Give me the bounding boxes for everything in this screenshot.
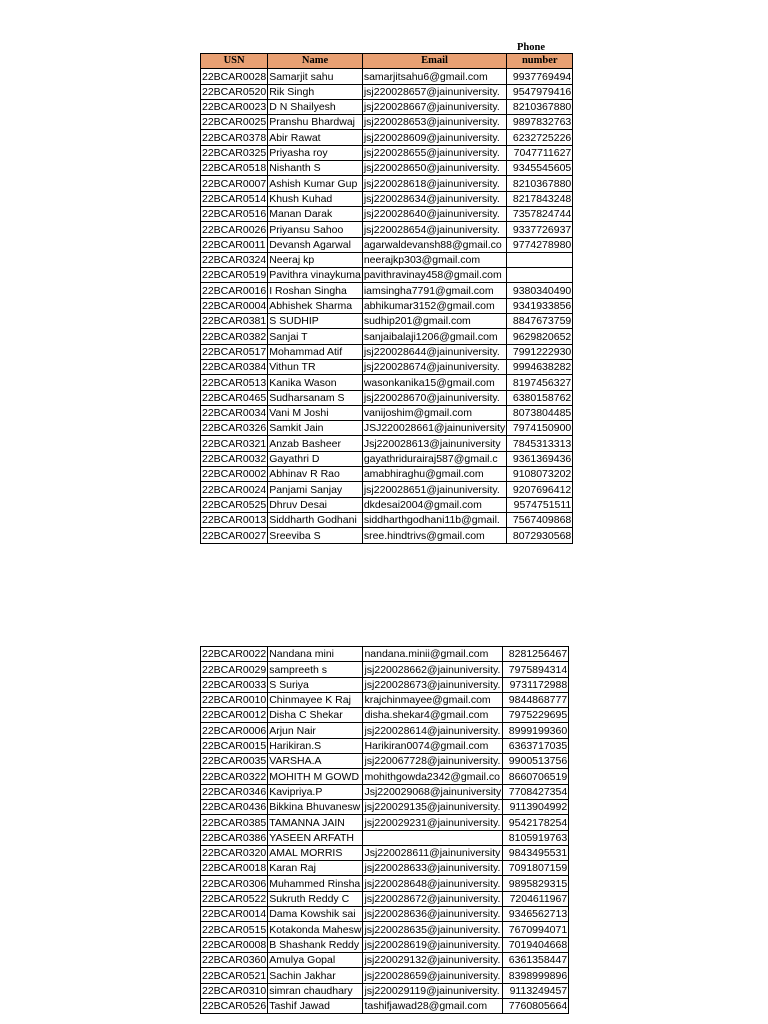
name-cell: D N Shailyesh <box>268 99 363 114</box>
phone-cell: 9346562713 <box>503 907 569 922</box>
table-row <box>201 436 573 451</box>
phone-cell: 8197456327 <box>507 375 573 390</box>
email-header: Email <box>362 54 506 69</box>
phone-cell: 9380340490 <box>507 283 573 298</box>
phone-cell: 6232725226 <box>507 130 573 145</box>
name-cell: Priyasha roy <box>268 145 363 160</box>
table-row <box>201 662 569 677</box>
email-cell: Jsj220029068@jainuniversity <box>364 785 502 798</box>
usn-cell: 22BCAR0381 <box>202 315 267 328</box>
name-header: Name <box>268 54 363 69</box>
table-row <box>201 314 573 329</box>
email-cell: jsj220029231@jainuniversity. <box>363 815 503 830</box>
name-cell: Siddharth Godhani <box>268 512 363 527</box>
name-cell: simran chaudhary <box>268 983 363 998</box>
email-cell: jsj220028659@jainuniversity. <box>363 968 503 983</box>
email-cell: abhikumar3152@gmail.com <box>362 298 506 313</box>
phone-cell: 8073804485 <box>507 405 573 420</box>
usn-cell: 22BCAR0519 <box>202 269 267 282</box>
table-row <box>201 99 573 114</box>
usn-cell: 22BCAR0010 <box>202 694 267 707</box>
phone-cell: 7567409868 <box>507 512 573 527</box>
table-row <box>201 467 573 482</box>
name-cell: Ashish Kumar Gup <box>268 176 363 191</box>
email-cell: Jsj220028611@jainuniversity <box>363 845 503 860</box>
usn-cell: 22BCAR0029 <box>202 663 267 676</box>
email-cell: jsj220028673@jainuniversity. <box>363 677 503 692</box>
name-cell: Manan Darak <box>268 206 363 221</box>
table-row <box>201 451 573 466</box>
email-cell: jsj220028672@jainuniversity. <box>363 891 503 906</box>
table-row <box>201 482 573 497</box>
table-row <box>201 344 573 359</box>
table-row <box>201 421 573 436</box>
table-row <box>201 512 573 527</box>
email-cell: krajchinmayee@gmail.com <box>363 692 503 707</box>
email-cell: amabhiraghu@gmail.com <box>362 467 506 482</box>
table-row <box>201 237 573 252</box>
table-row <box>201 359 573 374</box>
table-row <box>201 830 569 845</box>
table-row <box>201 161 573 176</box>
table-row <box>201 723 569 738</box>
phone-cell: 8847673759 <box>507 314 573 329</box>
email-cell: sree.hindtrivs@gmail.com <box>362 528 506 543</box>
table-row <box>201 907 569 922</box>
name-cell: S SUDHIP <box>268 314 363 329</box>
usn-cell: 22BCAR0015 <box>202 740 267 753</box>
email-cell: jsj220028648@jainuniversity. <box>363 876 503 891</box>
name-cell: Pavithra vinaykuma <box>269 269 361 282</box>
table-row <box>201 390 573 405</box>
email-cell: jsj220028650@jainuniversity. <box>362 161 506 176</box>
phone-cell: 9731172988 <box>503 677 569 692</box>
name-cell: Dhruv Desai <box>268 497 363 512</box>
table-row <box>201 130 573 145</box>
phone-header: number <box>507 54 573 69</box>
phone-cell: 7047711627 <box>507 145 573 160</box>
usn-cell: 22BCAR0382 <box>202 330 267 343</box>
table-row <box>201 784 569 799</box>
email-cell: jsj220028653@jainuniversity. <box>362 115 506 130</box>
phone-cell: 8660706519 <box>503 769 569 784</box>
name-cell: Mohammad Atif <box>268 344 363 359</box>
usn-cell: 22BCAR0360 <box>202 954 267 967</box>
table-row <box>201 692 569 707</box>
phone-cell: 9843495531 <box>503 845 569 860</box>
phone-cell: 8398999896 <box>503 968 569 983</box>
phone-cell: 7019404668 <box>503 937 569 952</box>
name-cell: B Shashank Reddy <box>268 937 363 952</box>
usn-cell: 22BCAR0032 <box>202 453 267 466</box>
phone-cell: 6361358447 <box>503 952 569 967</box>
table-row <box>201 115 573 130</box>
email-cell: gayathridurairaj587@gmail.c <box>362 451 506 466</box>
phone-cell: 6363717035 <box>503 738 569 753</box>
name-cell: TAMANNA JAIN <box>268 815 363 830</box>
email-cell: mohithgowda2342@gmail.co <box>363 769 503 784</box>
table-row <box>201 937 569 952</box>
usn-cell: 22BCAR0514 <box>202 192 267 205</box>
usn-cell: 22BCAR0517 <box>202 345 267 358</box>
table-row <box>201 298 573 313</box>
phone-cell: 9774278980 <box>507 237 573 252</box>
phone-cell: 9900513756 <box>503 754 569 769</box>
email-cell: jsj220028614@jainuniversity. <box>363 723 503 738</box>
email-cell: Harikiran0074@gmail.com <box>363 738 503 753</box>
name-cell: Pranshu Bhardwaj <box>268 115 363 130</box>
name-cell: Bikkina Bhuvanesw <box>268 799 363 814</box>
phone-cell: 8210367880 <box>507 99 573 114</box>
email-cell <box>363 830 503 845</box>
table-row <box>201 769 569 784</box>
student-table-top <box>200 53 573 544</box>
usn-cell: 22BCAR0008 <box>202 938 267 951</box>
email-cell: jsj220067728@jainuniversity. <box>363 754 503 769</box>
name-cell: Nishanth S <box>268 161 363 176</box>
name-cell: Vani M Joshi <box>268 405 363 420</box>
table-row <box>201 191 573 206</box>
usn-cell: 22BCAR0515 <box>202 923 267 936</box>
phone-cell <box>507 268 573 283</box>
email-cell: jsj220029132@jainuniversity. <box>363 952 503 967</box>
name-cell: Karan Raj <box>268 861 363 876</box>
usn-cell: 22BCAR0014 <box>202 908 267 921</box>
phone-cell: 8281256467 <box>503 647 569 662</box>
usn-cell: 22BCAR0022 <box>202 648 267 661</box>
phone-cell: 9361369436 <box>507 451 573 466</box>
usn-cell: 22BCAR0002 <box>202 468 267 481</box>
usn-cell: 22BCAR0321 <box>202 437 267 450</box>
email-cell: jsj220028640@jainuniversity. <box>362 206 506 221</box>
usn-cell: 22BCAR0378 <box>202 131 267 144</box>
usn-cell: 22BCAR0386 <box>202 831 267 844</box>
phone-cell: 7760805664 <box>503 998 569 1013</box>
phone-cell: 9113249457 <box>503 983 569 998</box>
usn-cell: 22BCAR0023 <box>202 101 267 114</box>
usn-cell: 22BCAR0033 <box>202 678 267 691</box>
email-cell: disha.shekar4@gmail.com <box>363 708 503 723</box>
name-cell: AMAL MORRIS <box>268 845 363 860</box>
phone-cell: 9844868777 <box>503 692 569 707</box>
usn-cell: 22BCAR0024 <box>202 483 267 496</box>
email-cell: jsj220028657@jainuniversity. <box>362 84 506 99</box>
phone-cell: 9542178254 <box>503 815 569 830</box>
usn-cell: 22BCAR0310 <box>202 984 267 997</box>
table-row <box>201 647 569 662</box>
name-cell: Nandana mini <box>268 647 363 662</box>
email-cell: pavithravinay458@gmail.com <box>362 268 506 283</box>
name-cell: VARSHA.A <box>268 754 363 769</box>
email-cell: jsj220028609@jainuniversity. <box>362 130 506 145</box>
email-cell: jsj220028667@jainuniversity. <box>362 99 506 114</box>
table-row <box>201 375 573 390</box>
usn-cell: 22BCAR0516 <box>202 208 267 221</box>
usn-cell: 22BCAR0520 <box>202 85 267 98</box>
email-cell: siddharthgodhani11b@gmail. <box>362 512 506 527</box>
name-cell: Kotakonda Mahesw <box>269 923 362 936</box>
usn-cell: 22BCAR0324 <box>202 254 267 267</box>
phone-header-line1: Phone <box>517 42 546 53</box>
name-cell: Vithun TR <box>268 359 363 374</box>
name-cell: Muhammed Rinsha <box>268 876 363 891</box>
phone-cell <box>507 252 573 267</box>
usn-cell: 22BCAR0521 <box>202 969 267 982</box>
email-cell: jsj220028674@jainuniversity. <box>362 359 506 374</box>
email-cell: jsj220028634@jainuniversity. <box>362 191 506 206</box>
name-cell: Kavipriya.P <box>268 784 363 799</box>
phone-cell: 8999199360 <box>503 723 569 738</box>
phone-cell: 7991222930 <box>507 344 573 359</box>
table-row <box>201 283 573 298</box>
usn-cell: 22BCAR0325 <box>202 147 267 160</box>
name-cell: Khush Kuhad <box>268 191 363 206</box>
table-row <box>201 983 569 998</box>
usn-cell: 22BCAR0006 <box>202 724 267 737</box>
phone-cell: 6380158762 <box>507 390 573 405</box>
name-cell: Disha C Shekar <box>268 708 363 723</box>
name-cell: Sachin Jakhar <box>268 968 363 983</box>
email-cell: jsj220029135@jainuniversity. <box>363 799 503 814</box>
phone-cell: 9108073202 <box>507 467 573 482</box>
phone-cell: 9345545605 <box>507 161 573 176</box>
table-row <box>201 222 573 237</box>
usn-cell: 22BCAR0007 <box>202 177 267 190</box>
usn-cell: 22BCAR0306 <box>202 877 267 890</box>
phone-cell: 8105919763 <box>503 830 569 845</box>
email-cell: vanijoshim@gmail.com <box>362 405 506 420</box>
name-cell: Gayathri D <box>268 451 363 466</box>
table-row <box>201 405 573 420</box>
table-row <box>201 799 569 814</box>
table-row <box>201 145 573 160</box>
table-row <box>201 754 569 769</box>
email-cell: jsj220028636@jainuniversity. <box>363 907 503 922</box>
table-row <box>201 891 569 906</box>
table-row <box>201 329 573 344</box>
name-cell: S Suriya <box>268 677 363 692</box>
name-cell: YASEEN ARFATH <box>268 830 363 845</box>
usn-cell: 22BCAR0013 <box>202 514 267 527</box>
table-row <box>201 922 569 937</box>
phone-cell: 9629820652 <box>507 329 573 344</box>
usn-cell: 22BCAR0513 <box>202 376 267 389</box>
usn-cell: 22BCAR0346 <box>202 785 267 798</box>
table-row <box>201 497 573 512</box>
table-row <box>201 268 573 283</box>
email-cell: jsj220028619@jainuniversity. <box>363 937 503 952</box>
email-cell: tashifjawad28@gmail.com <box>363 998 503 1013</box>
usn-cell: 22BCAR0385 <box>202 816 267 829</box>
phone-cell: 9207696412 <box>507 482 573 497</box>
phone-cell: 8210367880 <box>507 176 573 191</box>
table-row <box>201 952 569 967</box>
table-row <box>201 206 573 221</box>
email-cell: jsj220029119@jainuniversity. <box>363 983 503 998</box>
email-cell: jsj220028655@jainuniversity. <box>362 145 506 160</box>
name-cell: Samarjit sahu <box>268 69 363 84</box>
usn-cell: 22BCAR0004 <box>202 300 267 313</box>
name-cell: Panjami Sanjay <box>268 482 363 497</box>
name-cell: sampreeth s <box>268 662 363 677</box>
usn-cell: 22BCAR0518 <box>202 162 267 175</box>
email-cell: jsj220028618@jainuniversity. <box>362 176 506 191</box>
table-row <box>201 84 573 99</box>
usn-cell: 22BCAR0011 <box>201 237 268 252</box>
name-cell: I Roshan Singha <box>268 283 363 298</box>
phone-cell: 9113904992 <box>503 799 569 814</box>
student-table-bottom <box>200 646 569 1014</box>
name-cell: Sreeviba S <box>268 528 363 543</box>
phone-cell: 7975894314 <box>503 662 569 677</box>
email-cell: iamsingha7791@gmail.com <box>362 283 506 298</box>
email-cell: jsj220028651@jainuniversity. <box>362 482 506 497</box>
usn-cell: 22BCAR0035 <box>202 755 267 768</box>
name-cell: Anzab Basheer <box>268 436 363 451</box>
email-cell: jsj220028633@jainuniversity. <box>363 861 503 876</box>
phone-cell: 7091807159 <box>503 861 569 876</box>
email-cell: jsj220028654@jainuniversity. <box>362 222 506 237</box>
phone-cell: 9574751511 <box>507 497 573 512</box>
usn-cell: 22BCAR0525 <box>202 498 267 511</box>
phone-cell: 7357824744 <box>507 206 573 221</box>
email-cell: dkdesai2004@gmail.com <box>362 497 506 512</box>
email-cell: sudhip201@gmail.com <box>362 314 506 329</box>
phone-cell: 9897832763 <box>507 115 573 130</box>
usn-cell: 22BCAR0465 <box>202 391 267 404</box>
phone-cell: 8072930568 <box>507 528 573 543</box>
phone-cell: 9937769494 <box>507 69 573 84</box>
usn-cell: 22BCAR0522 <box>202 893 267 906</box>
name-cell: Chinmayee K Raj <box>268 692 363 707</box>
email-cell: agarwaldevansh88@gmail.co <box>362 237 506 252</box>
phone-cell: 7708427354 <box>503 784 569 799</box>
usn-cell: 22BCAR0320 <box>202 847 267 860</box>
table-row <box>201 968 569 983</box>
table-row <box>201 252 573 267</box>
email-cell: jsj220028670@jainuniversity. <box>362 390 506 405</box>
table-row <box>201 677 569 692</box>
usn-cell: 22BCAR0322 <box>202 770 267 783</box>
email-cell: nandana.minii@gmail.com <box>363 647 503 662</box>
usn-cell: 22BCAR0026 <box>202 223 267 236</box>
name-cell: Priyansu Sahoo <box>268 222 363 237</box>
phone-cell: 9547979416 <box>507 84 573 99</box>
table-row <box>201 69 573 84</box>
usn-cell: 22BCAR0436 <box>202 801 267 814</box>
name-cell: Sudharsanam S <box>268 390 363 405</box>
table-row <box>201 708 569 723</box>
phone-cell: 8217843248 <box>507 191 573 206</box>
phone-cell: 7974150900 <box>507 421 573 436</box>
email-cell: neerajkp303@gmail.com <box>362 252 506 267</box>
phone-cell: 9895829315 <box>503 876 569 891</box>
email-cell: JSJ220028661@jainuniversity <box>363 422 506 435</box>
email-cell: wasonkanika15@gmail.com <box>362 375 506 390</box>
email-cell: sanjaibalaji1206@gmail.com <box>362 329 506 344</box>
email-cell: Jsj220028613@jainuniversity <box>362 436 506 451</box>
usn-cell: 22BCAR0027 <box>202 529 267 542</box>
phone-cell: 7670994071 <box>503 922 569 937</box>
name-cell: Arjun Nair <box>268 723 363 738</box>
name-cell: Dama Kowshik sai <box>268 907 363 922</box>
phone-cell: 7845313313 <box>507 436 573 451</box>
usn-cell: 22BCAR0034 <box>202 407 267 420</box>
table-row <box>201 815 569 830</box>
name-cell: Amulya Gopal <box>268 952 363 967</box>
phone-cell: 7204611967 <box>503 891 569 906</box>
table-body-bottom <box>201 647 569 1014</box>
name-cell: Rik Singh <box>268 84 363 99</box>
usn-cell: 22BCAR0028 <box>202 70 267 83</box>
usn-header: USN <box>201 54 268 69</box>
table-row <box>201 176 573 191</box>
name-cell: Sukruth Reddy C <box>268 891 363 906</box>
header-row <box>201 54 573 69</box>
usn-cell: 22BCAR0526 <box>202 1000 267 1013</box>
usn-cell: 22BCAR0025 <box>202 116 267 129</box>
name-cell: Abir Rawat <box>268 130 363 145</box>
usn-cell: 22BCAR0018 <box>202 862 267 875</box>
phone-cell: 9337726937 <box>507 222 573 237</box>
phone-cell: 7975229695 <box>503 708 569 723</box>
name-cell: Harikiran.S <box>268 738 363 753</box>
usn-cell: 22BCAR0016 <box>202 284 267 297</box>
email-cell: samarjitsahu6@gmail.com <box>362 69 506 84</box>
name-cell: Sanjai T <box>268 329 363 344</box>
phone-cell: 9341933856 <box>507 298 573 313</box>
table-row <box>201 845 569 860</box>
table-row <box>201 876 569 891</box>
name-cell: MOHITH M GOWD <box>268 769 363 784</box>
usn-cell: 22BCAR0384 <box>202 361 267 374</box>
name-cell: Abhishek Sharma <box>268 298 363 313</box>
email-cell: jsj220028635@jainuniversity. <box>363 922 503 937</box>
usn-cell: 22BCAR0326 <box>202 422 267 435</box>
name-cell: Tashif Jawad <box>268 998 363 1013</box>
table-row <box>201 861 569 876</box>
name-cell: Samkit Jain <box>268 421 363 436</box>
name-cell: Abhinav R Rao <box>268 467 363 482</box>
table-row <box>201 528 573 543</box>
name-cell: Kanika Wason <box>268 375 363 390</box>
table-row <box>201 998 569 1013</box>
phone-cell: 9994638282 <box>507 359 573 374</box>
email-cell: jsj220028662@jainuniversity. <box>363 662 503 677</box>
usn-cell: 22BCAR0012 <box>202 709 267 722</box>
name-cell: Devansh Agarwal <box>268 237 363 252</box>
name-cell: Neeraj kp <box>268 252 363 267</box>
table-body-top <box>201 69 573 543</box>
email-cell: jsj220028644@jainuniversity. <box>362 344 506 359</box>
table-row <box>201 738 569 753</box>
